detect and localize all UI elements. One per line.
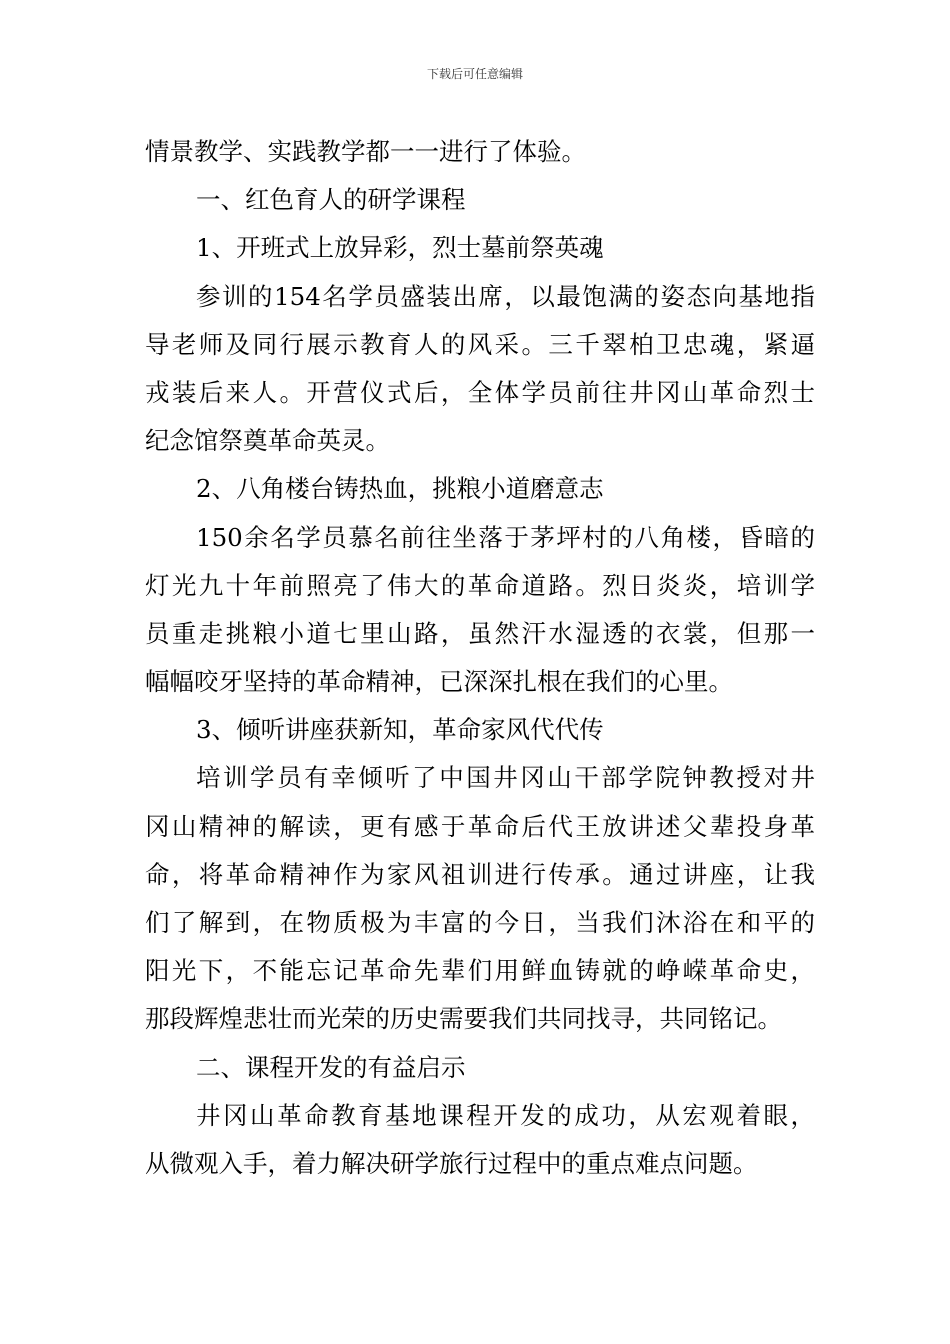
section-heading: 一、红色育人的研学课程 — [196, 185, 466, 215]
paragraph-line: 参训的154名学员盛装出席，以最饱满的姿态向基地指 — [196, 281, 815, 311]
paragraph-line: 150余名学员慕名前往坐落于茅坪村的八角楼，昏暗的 — [196, 522, 815, 552]
paragraph-line: 从微观入手，着力解决研学旅行过程中的重点难点问题。 — [145, 1148, 758, 1178]
paragraph-line: 命，将革命精神作为家风祖训进行传承。通过讲座，让我 — [145, 859, 815, 889]
paragraph-line: 冈山精神的解读，更有感于革命后代王放讲述父辈投身革 — [145, 811, 815, 841]
paragraph-line: 阳光下，不能忘记革命先辈们用鲜血铸就的峥嵘革命史， — [145, 956, 815, 986]
paragraph-line: 灯光九十年前照亮了伟大的革命道路。烈日炎炎，培训学 — [145, 570, 815, 600]
subsection-heading: 3、倾听讲座获新知，革命家风代代传 — [196, 715, 604, 745]
paragraph-line: 员重走挑粮小道七里山路，虽然汗水湿透的衣裳，但那一 — [145, 618, 815, 648]
section-heading: 二、课程开发的有益启示 — [196, 1052, 466, 1082]
paragraph-line: 纪念馆祭奠革命英灵。 — [145, 426, 390, 456]
paragraph-line: 戎装后来人。开营仪式后，全体学员前往井冈山革命烈士 — [145, 377, 815, 407]
paragraph-line: 导老师及同行展示教育人的风采。三千翠柏卫忠魂，紧逼 — [145, 329, 815, 359]
document-body — [145, 128, 815, 1188]
paragraph-line: 幅幅咬牙坚持的革命精神，已深深扎根在我们的心里。 — [145, 667, 733, 697]
text-line: 情景教学、实践教学都一一进行了体验。 — [145, 137, 586, 166]
subsection-heading: 1、开班式上放异彩，烈士墓前祭英魂 — [196, 233, 604, 263]
paragraph-line: 培训学员有幸倾听了中国井冈山干部学院钟教授对井 — [196, 763, 815, 793]
paragraph-line: 那段辉煌悲壮而光荣的历史需要我们共同找寻，共同铭记。 — [145, 1004, 782, 1034]
paragraph-line: 们了解到，在物质极为丰富的今日，当我们沐浴在和平的 — [145, 908, 815, 937]
page-header: 下载后可任意编辑 — [426, 67, 523, 81]
paragraph-line: 井冈山革命教育基地课程开发的成功，从宏观着眼， — [196, 1100, 815, 1130]
subsection-heading: 2、八角楼台铸热血，挑粮小道磨意志 — [196, 474, 604, 504]
